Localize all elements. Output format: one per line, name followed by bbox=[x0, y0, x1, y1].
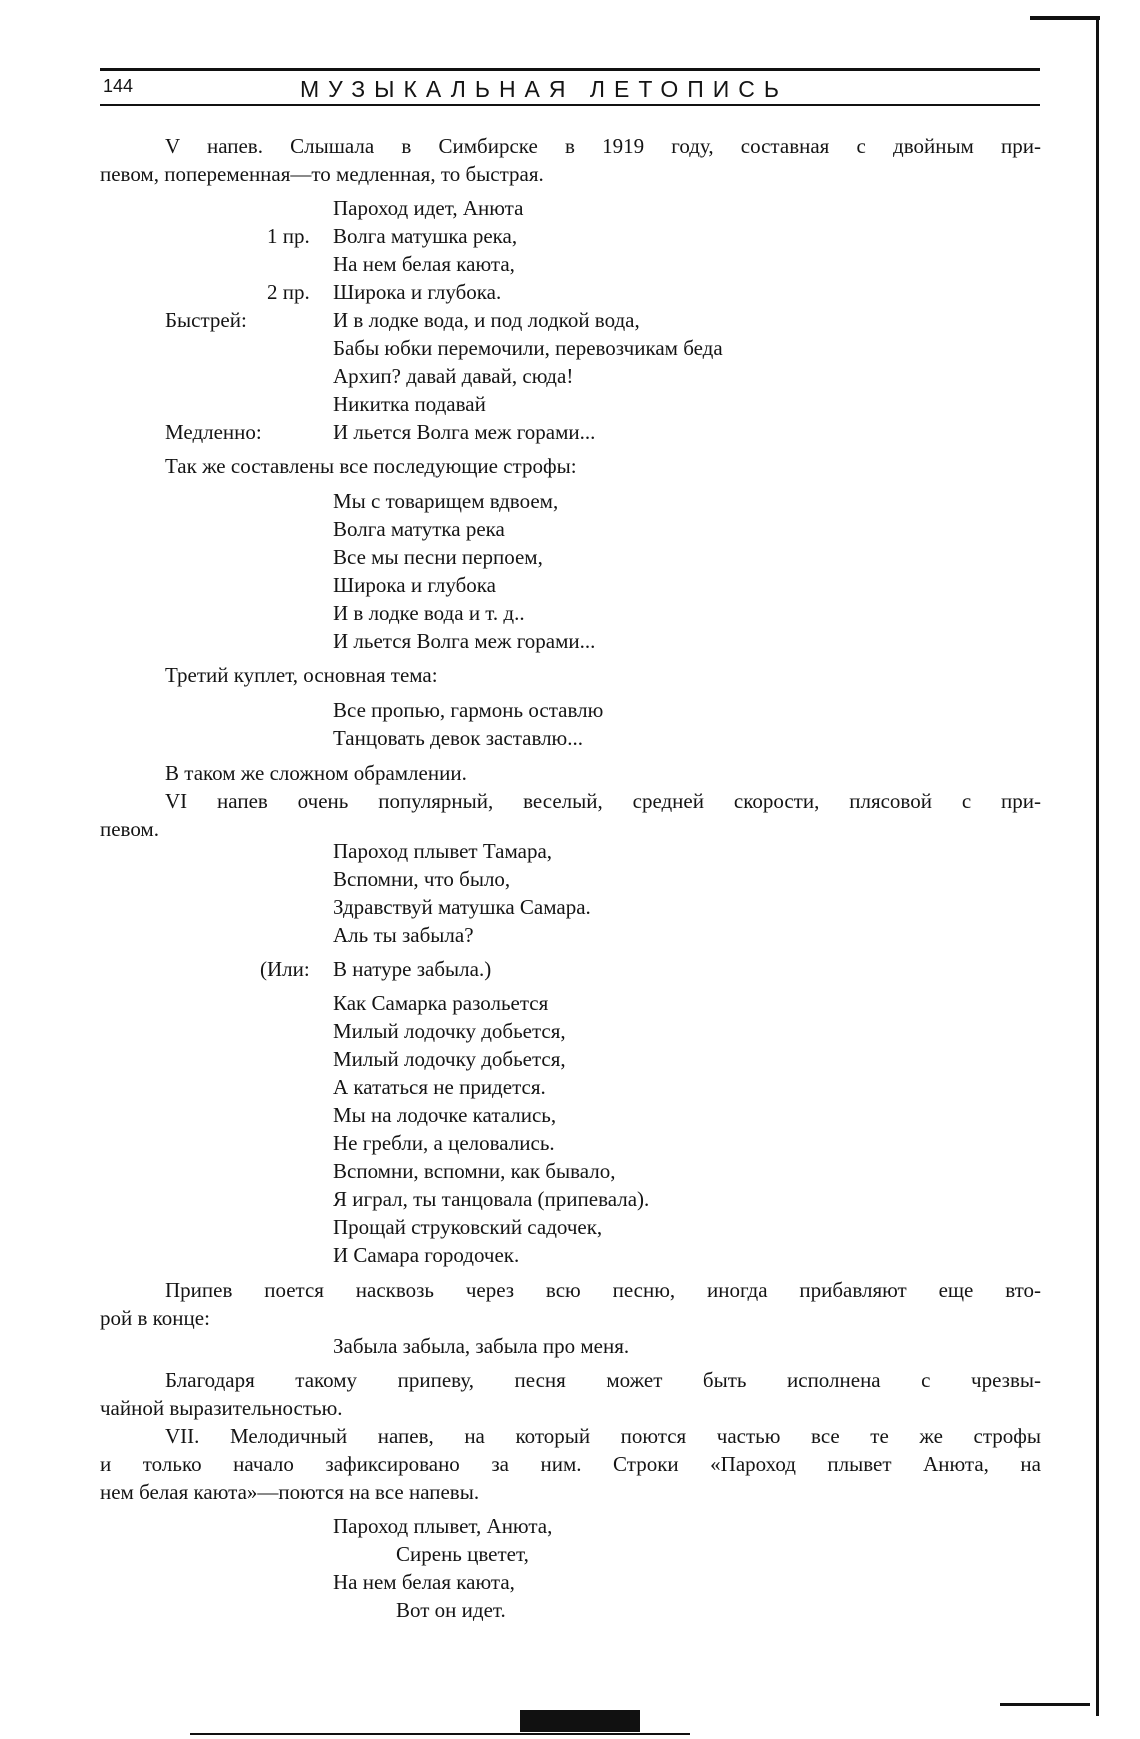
text-line: нем белая каюта»—поются на все напевы. bbox=[100, 1480, 480, 1504]
verse-line: Пароход плывет Тамара, bbox=[333, 839, 553, 863]
verse-line: Вспомни, что было, bbox=[333, 867, 511, 891]
scan-artifact-bottom-line bbox=[190, 1733, 690, 1735]
text-line: Благодаря такому припеву, песня может быть исполнена с чрезвы- bbox=[165, 1368, 1041, 1392]
refrain-label: 1 пр. bbox=[267, 224, 310, 248]
text-line: певом. bbox=[100, 817, 159, 841]
verse-line: Пароход плывет, Анюта, bbox=[333, 1514, 553, 1538]
verse-line: Вот он идет. bbox=[396, 1598, 506, 1622]
verse-line: Не гребли, а целовались. bbox=[333, 1131, 555, 1155]
verse-line: Милый лодочку добьется, bbox=[333, 1019, 566, 1043]
text-line: чайной выразительностью. bbox=[100, 1396, 343, 1420]
scan-artifact-bottom-right bbox=[1000, 1703, 1090, 1706]
verse-line: И в лодке вода и т. д.. bbox=[333, 601, 525, 625]
verse-line: Волга матутка река bbox=[333, 517, 505, 541]
verse-line: Вспомни, вспомни, как бывало, bbox=[333, 1159, 616, 1183]
refrain-label: 2 пр. bbox=[267, 280, 310, 304]
verse-line: Милый лодочку добьется, bbox=[333, 1047, 566, 1071]
verse-line: В натуре забыла.) bbox=[333, 957, 492, 981]
text-line: рой в конце: bbox=[100, 1306, 210, 1330]
verse-line: Широка и глубока bbox=[333, 573, 497, 597]
header-bottom-rule bbox=[100, 104, 1040, 106]
text-line: и только начало зафиксировано за ним. Строки «Пароход плывет Анюта, на bbox=[100, 1452, 1041, 1476]
verse-line: На нем белая каюта, bbox=[333, 1570, 515, 1594]
verse-line: И льется Волга меж горами... bbox=[333, 420, 596, 444]
scan-edge-line bbox=[1096, 16, 1099, 1716]
text-line: VII. Мелодичный напев, на который поются частью все те же строфы bbox=[165, 1424, 1041, 1448]
verse-line: Прощай струковский садочек, bbox=[333, 1215, 603, 1239]
verse-line: Бабы юбки перемочили, перевозчикам беда bbox=[333, 336, 723, 360]
verse-line: Широка и глубока. bbox=[333, 280, 502, 304]
text-line: Так же составлены все последующие строфы: bbox=[165, 454, 577, 478]
scan-artifact-bottom-block bbox=[520, 1710, 640, 1732]
text-line: VI напев очень популярный, веселый, средней скорости, плясовой с при- bbox=[165, 789, 1041, 813]
scan-artifact-top bbox=[1030, 16, 1100, 20]
text-line: певом, попеременная—то медленная, то быстрая. bbox=[100, 162, 544, 186]
text-line: Третий куплет, основная тема: bbox=[165, 663, 438, 687]
verse-line: А кататься не придется. bbox=[333, 1075, 546, 1099]
verse-line: Забыла забыла, забыла про меня. bbox=[333, 1334, 630, 1358]
text-line: Припев поется насквозь через всю песню, иногда прибавляют еще вто- bbox=[165, 1278, 1041, 1302]
text-line: V напев. Слышала в Симбирске в 1919 году, составная с двойным при- bbox=[165, 134, 1041, 158]
verse-line: Все пропью, гармонь оставлю bbox=[333, 698, 604, 722]
verse-line: Сирень цветет, bbox=[396, 1542, 529, 1566]
verse-line: Мы с товарищем вдвоем, bbox=[333, 489, 559, 513]
verse-line: Мы на лодочке катались, bbox=[333, 1103, 557, 1127]
verse-line: Никитка подавай bbox=[333, 392, 486, 416]
verse-line: И в лодке вода, и под лодкой вода, bbox=[333, 308, 640, 332]
text-line: В таком же сложном обрамлении. bbox=[165, 761, 467, 785]
page-number: 144 bbox=[103, 76, 134, 96]
verse-line: И Самара городочек. bbox=[333, 1243, 520, 1267]
verse-line: И льется Волга меж горами... bbox=[333, 629, 596, 653]
tempo-label: Медленно: bbox=[165, 420, 262, 444]
verse-line: На нем белая каюта, bbox=[333, 252, 515, 276]
tempo-label: Быстрей: bbox=[165, 308, 247, 332]
verse-line: Танцовать девок заставлю... bbox=[333, 726, 584, 750]
verse-line: Волга матушка река, bbox=[333, 224, 518, 248]
verse-line: Все мы песни перпоем, bbox=[333, 545, 543, 569]
verse-line: Как Самарка разольется bbox=[333, 991, 549, 1015]
verse-line: Архип? давай давай, сюда! bbox=[333, 364, 574, 388]
verse-line: Пароход идет, Анюта bbox=[333, 196, 524, 220]
verse-line: Аль ты забыла? bbox=[333, 923, 474, 947]
verse-line: Я играл, ты танцовала (припевала). bbox=[333, 1187, 650, 1211]
running-title: МУЗЫКАЛЬНАЯ ЛЕТОПИСЬ bbox=[300, 76, 789, 102]
header-top-rule bbox=[100, 68, 1040, 71]
variant-label: (Или: bbox=[260, 957, 310, 981]
verse-line: Здравствуй матушка Самара. bbox=[333, 895, 591, 919]
